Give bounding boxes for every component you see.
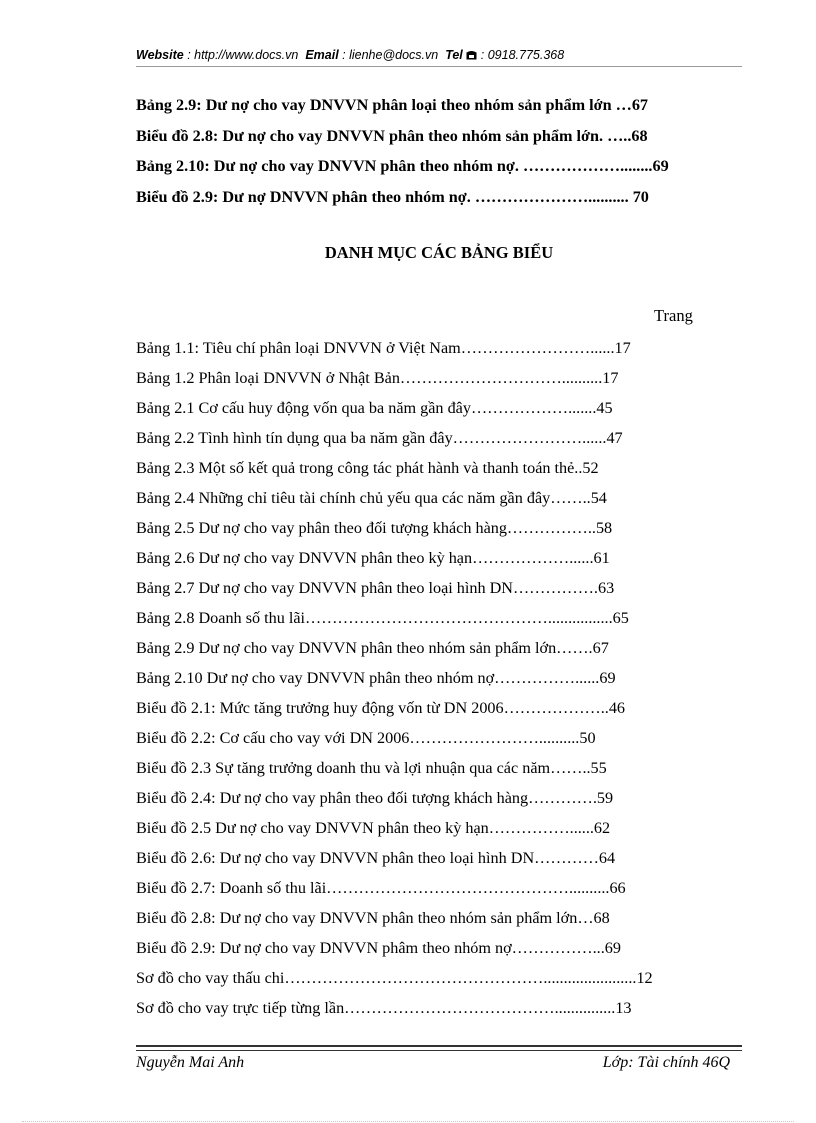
toc-entry[interactable]: Biểu đồ 2.3 Sự tăng trưởng doanh thu và lợi nhuận qua các năm……..55 [136,759,607,777]
toc-entry[interactable]: Bảng 2.10 Dư nợ cho vay DNVVN phân theo nhóm nợ……………......69 [136,669,616,687]
toc-entry[interactable]: Bảng 2.1 Cơ cấu huy động vốn qua ba năm gần đây……………….......45 [136,399,613,417]
email-value[interactable]: : lienhe@docs.vn [342,48,439,62]
header-rule [136,66,742,67]
website-url[interactable]: : http://www.docs.vn [187,48,299,62]
toc-entry[interactable]: Biểu đồ 2.8: Dư nợ cho vay DNVVN phân theo nhóm sản phẩm lớn…68 [136,909,610,927]
author-name: Nguyễn Mai Anh [136,1054,245,1071]
section-title: DANH MỤC CÁC BẢNG BIỂU [324,243,554,262]
toc-entry[interactable]: Bảng 2.4 Những chỉ tiêu tài chính chủ yếu qua các năm gần đây……..54 [136,489,607,507]
toc-entry[interactable]: Biểu đồ 2.7: Doanh số thu lãi………………………………………..........66 [136,879,626,897]
toc-entry[interactable]: Biểu đồ 2.2: Cơ cấu cho vay với DN 2006……………………..........50 [136,729,596,747]
page-header [136,48,742,62]
toc-entry[interactable]: Sơ đồ cho vay trực tiếp từng lần…………………………………...............13 [136,999,632,1017]
toc-entry[interactable]: Bảng 2.6 Dư nợ cho vay DNVVN phân theo kỳ hạn………………......61 [136,549,610,567]
toc-entry[interactable]: Bảng 2.2 Tình hình tín dụng qua ba năm gần đây……………………......47 [136,429,623,447]
website-label: Website [136,48,184,62]
bold-entry-list [136,94,742,216]
toc-entry[interactable]: Bảng 2.3 Một số kết quả trong công tác phát hành và thanh toán thẻ..52 [136,459,599,477]
toc-entry[interactable]: Biểu đồ 2.4: Dư nợ cho vay phân theo đối tượng khách hàng………….59 [136,789,614,807]
bold-entry[interactable]: Biểu đồ 2.9: Dư nợ DNVVN phân theo nhóm nợ. ………………….......... 70 [136,187,649,206]
toc-entry[interactable]: Bảng 2.9 Dư nợ cho vay DNVVN phân theo nhóm sản phẩm lớn…….67 [136,639,609,657]
table-of-contents [136,337,736,1027]
email-label: Email [305,48,339,62]
toc-entry[interactable]: Biểu đồ 2.6: Dư nợ cho vay DNVVN phân theo loại hình DN…………64 [136,849,616,867]
footer-rule [136,1050,742,1051]
toc-entry[interactable]: Bảng 2.5 Dư nợ cho vay phân theo đối tượng khách hàng……………..58 [136,519,613,537]
toc-entry[interactable]: Bảng 1.2 Phân loại DNVVN ở Nhật Bản…………………………..........17 [136,369,619,387]
bold-entry[interactable]: Biểu đồ 2.8: Dư nợ cho vay DNVVN phân theo nhóm sản phẩm lớn. …..68 [136,126,648,145]
toc-entry[interactable]: Bảng 2.8 Doanh số thu lãi………………………………………................65 [136,609,629,627]
bold-entry[interactable]: Bảng 2.9: Dư nợ cho vay DNVVN phân loại theo nhóm sản phẩm lớn …67 [136,96,649,114]
page-edge [22,1121,794,1122]
page-column-label: Trang [654,306,693,325]
class-label: Lớp: Tài chính 46Q [602,1054,730,1071]
bold-entry[interactable]: Bảng 2.10: Dư nợ cho vay DNVVN phân theo nhóm nợ. ………………........69 [136,157,669,175]
toc-entry[interactable]: Bảng 1.1: Tiêu chí phân loại DNVVN ở Việt Nam……………………......17 [136,339,631,357]
toc-entry[interactable]: Biểu đồ 2.9: Dư nợ cho vay DNVVN phâm theo nhóm nợ……………...69 [136,939,621,957]
toc-entry[interactable]: Biểu đồ 2.1: Mức tăng trưởng huy động vốn từ DN 2006………………..46 [136,699,626,717]
toc-entry[interactable]: Bảng 2.7 Dư nợ cho vay DNVVN phân theo loại hình DN…………….63 [136,579,615,597]
toc-entry[interactable]: Sơ đồ cho vay thấu chi………………………………………….......................12 [136,969,653,987]
toc-entry[interactable]: Biểu đồ 2.5 Dư nợ cho vay DNVVN phân theo kỳ hạn……………......62 [136,819,611,837]
phone-icon [466,50,477,60]
footer-rule [136,1045,742,1047]
tel-label: Tel [445,48,463,62]
tel-value: : 0918.775.368 [480,48,565,62]
